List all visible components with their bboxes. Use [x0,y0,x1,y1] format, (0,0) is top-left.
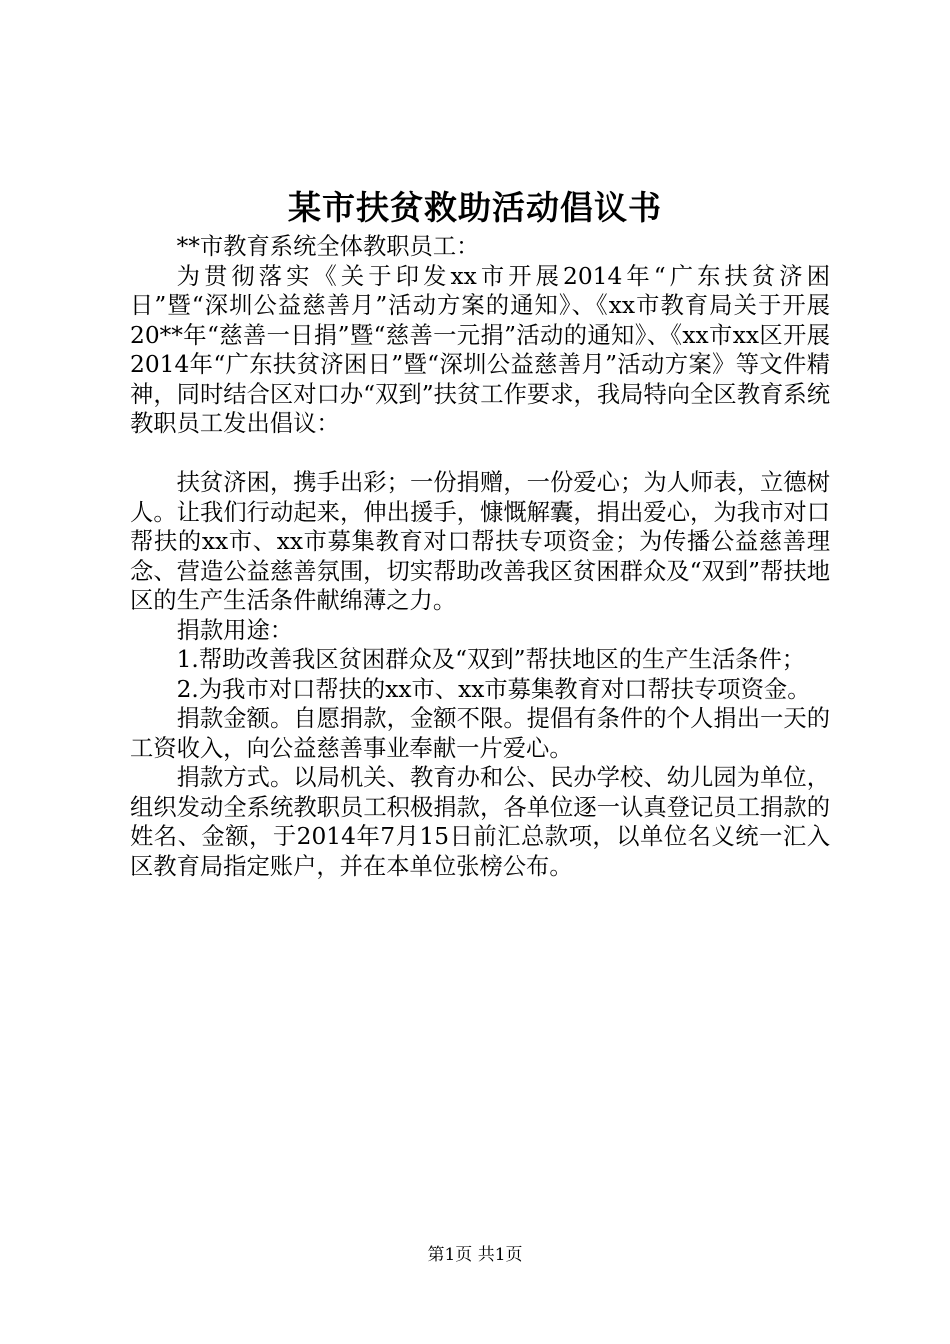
blank-line [130,439,830,469]
paragraph-usage-item-1: 1.帮助改善我区贫困群众及“双到”帮扶地区的生产生活条件； [176,646,806,673]
page-footer: 第1页 共1页 [427,1245,523,1265]
paragraph-usage-item-2: 2.为我市对口帮扶的xx市、xx市募集教育对口帮扶专项资金。 [176,675,811,703]
greeting-line: **市教育系统全体教职员工： [176,233,480,260]
paragraph-amount: 捐款金额。自愿捐款，金额不限。提倡有条件的个人捐出一天的工资收入，向公益慈善事业奉献一片爱心。 [130,705,830,762]
document-body [130,232,830,881]
document-title: 某市扶贫救助活动倡议书 [288,188,662,227]
paragraph-appeal: 扶贫济困，携手出彩；一份捐赠，一份爱心；为人师表，立德树人。让我们行动起来，伸出援手，慷慨解囊，捐出爱心，为我市对口帮扶的xx市、xx市募集教育对口帮扶专项资金；为传播公益慈善理念、营造公益慈善氛围，切实帮助改善我区贫困群众及“双到”帮扶地区的生产生活条件献绵薄之力。 [130,469,830,614]
paragraph-usage-heading: 捐款用途： [176,616,294,644]
paragraph-method: 捐款方式。以局机关、教育办和公、民办学校、幼儿园为单位，组织发动全系统教职员工积极捐款，各单位逐一认真登记员工捐款的姓名、金额，于2014年7月15日前汇总款项，以单位名义统一汇入区教育局指定账户，并在本单位张榜公布。 [130,764,830,880]
paragraph-intro: 为贯彻落实《关于印发xx市开展2014年“广东扶贫济困日”暨“深圳公益慈善月”活动方案的通知》、《xx市教育局关于开展20**年“慈善一日捐”暨“慈善一元捐”活动的通知》、《xx市xx区开展2014年“广东扶贫济困日”暨“深圳公益慈善月”活动方案》等文件精神，同时结合区对口办“双到”扶贫工作要求，我局特向全区教育系统教职员工发出倡议： [130,262,830,437]
